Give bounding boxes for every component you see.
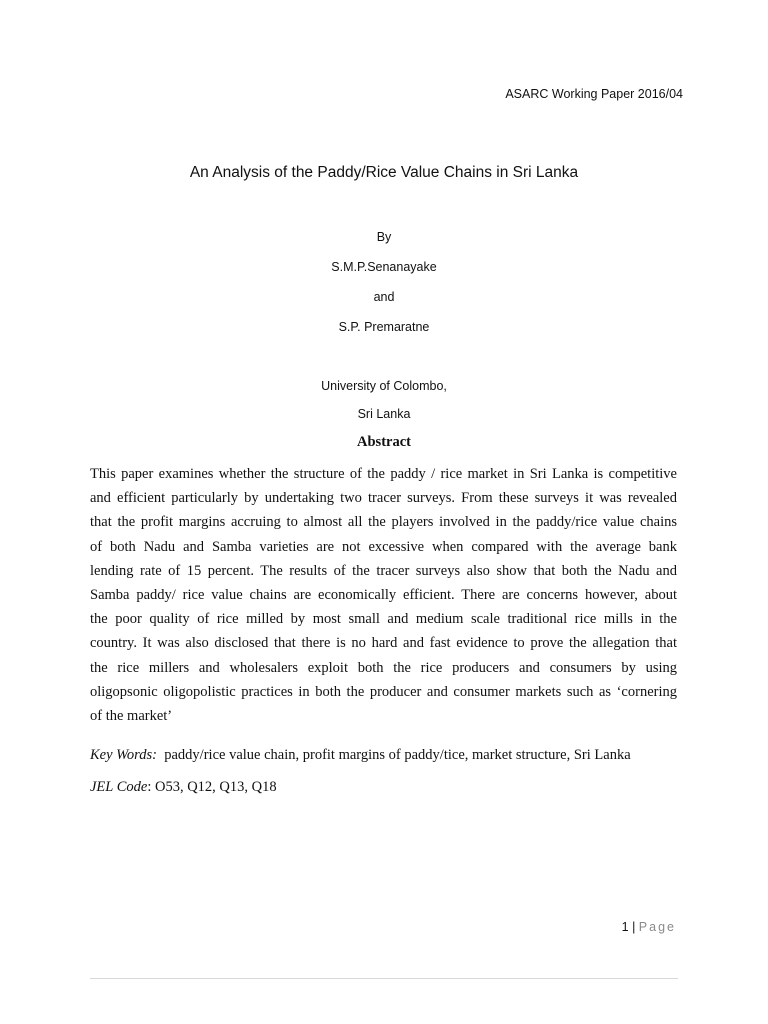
- abstract-line: This paper examines whether the structure of the paddy / rice market in Sri Lanka is competitive: [90, 466, 677, 482]
- abstract-line: of both Nadu and Samba varieties are not excessive when compared with the average bank: [90, 538, 677, 555]
- page-word: Page: [638, 920, 676, 934]
- byline-by: By: [376, 230, 392, 244]
- jel-code-text: : O53, Q12, Q13, Q18: [147, 779, 277, 795]
- byline-and: and: [373, 290, 395, 304]
- footer-divider: [90, 978, 678, 979]
- page-separator: |: [628, 920, 639, 934]
- affiliation-country: Sri Lanka: [357, 407, 411, 421]
- abstract-line: the poor quality of rice milled by most small and medium scale traditional rice mills in the: [90, 611, 677, 628]
- abstract-line: Samba paddy/ rice value chains are economically efficient. There are concerns however, about: [90, 587, 677, 604]
- abstract-line: of the market’: [90, 708, 173, 725]
- abstract-line: country. It was also disclosed that there is no hard and fast evidence to prove the allegation that: [90, 635, 677, 652]
- page-number-footer: [622, 919, 676, 935]
- paper-title: An Analysis of the Paddy/Rice Value Chains in Sri Lanka: [189, 164, 579, 181]
- keywords-text: paddy/rice value chain, profit margins of paddy/tice, market structure, Sri Lanka: [164, 747, 631, 763]
- abstract-line: that the profit margins accruing to almost all the players involved in the paddy/rice value chains: [90, 514, 677, 531]
- page-number: 1: [621, 920, 629, 934]
- author-name-2: S.P. Premaratne: [338, 320, 430, 334]
- jel-code-label: JEL Code: [90, 779, 148, 795]
- abstract-line: the rice millers and wholesalers exploit both the rice producers and consumers by using: [90, 659, 677, 676]
- working-paper-label: ASARC Working Paper 2016/04: [505, 87, 683, 101]
- keywords-label: Key Words:: [90, 747, 157, 763]
- jel-code-line: [90, 778, 277, 796]
- abstract-line: lending rate of 15 percent. The results of the tracer surveys also show that both the Nadu and: [90, 562, 677, 579]
- abstract-line: oligopsonic oligopolistic practices in both the producer and consumer markets such as ‘cornering: [90, 683, 677, 700]
- keywords-line: [90, 746, 631, 764]
- abstract-heading: Abstract: [357, 434, 411, 450]
- affiliation-university: University of Colombo,: [321, 379, 447, 393]
- abstract-body: [90, 462, 677, 728]
- author-name-1: S.M.P.Senanayake: [331, 260, 437, 274]
- abstract-line: and efficient particularly by undertaking two tracer surveys. From these surveys it was revealed: [90, 490, 677, 507]
